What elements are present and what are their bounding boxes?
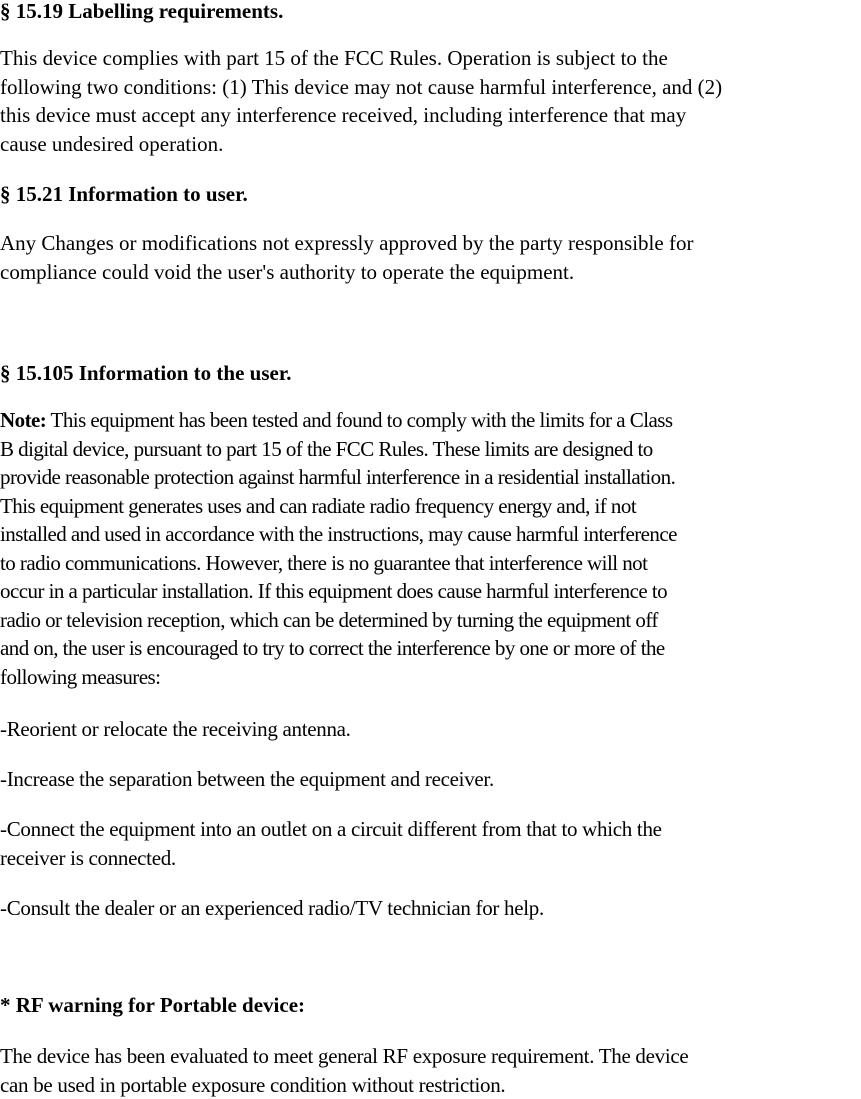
text-line: cause undesired operation.: [0, 130, 861, 159]
text-line: This device complies with part 15 of the FCC Rules. Operation is subject to the: [0, 44, 861, 73]
text-line: following measures:: [0, 663, 861, 692]
text-line: -Consult the dealer or an experienced radio/TV technician for help.: [0, 894, 861, 923]
text-line: following two conditions: (1) This device may not cause harmful interference, and (2): [0, 73, 861, 102]
section-body-15-19: [0, 44, 861, 158]
text-line: and on, the user is encouraged to try to correct the interference by one or more of the: [0, 634, 861, 663]
section-heading-15-105: § 15.105 Information to the user.: [0, 359, 861, 387]
note-label: Note:: [0, 408, 46, 432]
text-line: The device has been evaluated to meet general RF exposure requirement. The device: [0, 1042, 861, 1071]
section-heading-15-19: § 15.19 Labelling requirements.: [0, 0, 861, 25]
section-heading-rf-warning: * RF warning for Portable device:: [0, 991, 861, 1019]
section-body-15-105: [0, 406, 861, 691]
text-line: radio or television reception, which can be determined by turning the equipment off: [0, 606, 861, 635]
text-line: Any Changes or modifications not expressly approved by the party responsible for: [0, 229, 861, 258]
text-line: -Reorient or relocate the receiving antenna.: [0, 715, 861, 744]
section-body-15-21: [0, 229, 861, 286]
section-heading-15-21: § 15.21 Information to user.: [0, 180, 861, 208]
measure-item-2: [0, 765, 861, 794]
text-line: compliance could void the user's authority to operate the equipment.: [0, 258, 861, 287]
text-line: This equipment generates uses and can radiate radio frequency energy and, if not: [0, 492, 861, 521]
text-line: This equipment has been tested and found to comply with the limits for a Class: [46, 408, 672, 432]
text-line: this device must accept any interference received, including interference that may: [0, 101, 861, 130]
text-line: -Increase the separation between the equipment and receiver.: [0, 765, 861, 794]
text-line: to radio communications. However, there is no guarantee that interference will not: [0, 549, 861, 578]
measure-item-1: [0, 715, 861, 744]
text-line: B digital device, pursuant to part 15 of the FCC Rules. These limits are designed to: [0, 435, 861, 464]
measure-item-3: [0, 815, 861, 872]
text-line: installed and used in accordance with the instructions, may cause harmful interference: [0, 520, 861, 549]
text-line: receiver is connected.: [0, 844, 861, 873]
text-line: can be used in portable exposure condition without restriction.: [0, 1071, 861, 1099]
section-body-rf-warning: [0, 1042, 861, 1099]
text-line: provide reasonable protection against harmful interference in a residential installation.: [0, 463, 861, 492]
note-line: [0, 406, 861, 435]
measure-item-4: [0, 894, 861, 923]
text-line: -Connect the equipment into an outlet on a circuit different from that to which the: [0, 815, 861, 844]
text-line: occur in a particular installation. If this equipment does cause harmful interference to: [0, 577, 861, 606]
